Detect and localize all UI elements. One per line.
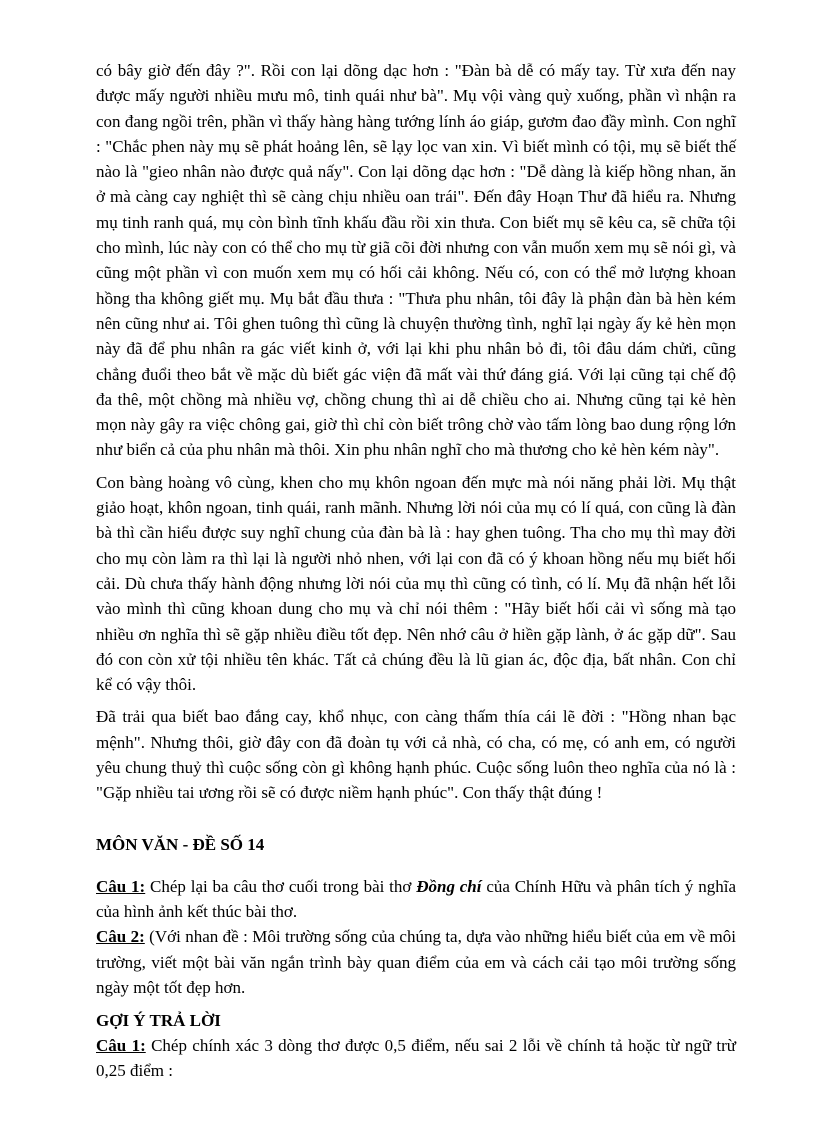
answer-1-text: Chép chính xác 3 dòng thơ được 0,5 điểm, nếu sai 2 lỗi về chính tả hoặc từ ngữ trừ 0,25 điểm : xyxy=(96,1036,736,1081)
question-1-work-title: Đồng chí xyxy=(416,876,482,896)
question-2-text: (Với nhan đề : Môi trường sống của chúng ta, dựa vào những hiểu biết của em về môi trường, viết một bài văn ngắn trình bày quan điểm của em và cách cải tạo môi trường sống ngày một tốt đẹp hơn. xyxy=(96,927,736,997)
question-1-text-after: của Chính Hữu và phân tích ý nghĩa của hình ảnh kết thúc bài thơ. xyxy=(96,876,737,921)
question-2 xyxy=(96,924,736,1000)
story-paragraph-2: Con bàng hoàng vô cùng, khen cho mụ khôn ngoan đến mực mà nói năng phải lời. Mụ thật giảo hoạt, khôn ngoan, tinh quái, ranh mãnh. Nhưng lời nói của mụ có lí quá, con cũng là đàn bà thì cần hiểu được suy nghĩ chung của đàn bà là : hay ghen tuông. Tha cho mụ thì may đời cho mụ còn làm ra thì lại là người nhỏ nhen, với lại con đã có ý khoan hồng nếu mụ biết hối cải. Dù chưa thấy hành động nhưng lời nói của mụ thì cũng có tình, có lí. Mụ đã nhận hết lỗi vào mình thì cũng khoan dung cho mụ và chỉ nói thêm : "Hãy biết hối cải vì sống mà tạo nhiều ơn nghĩa thì sẽ gặp nhiều điều tốt đẹp. Nên nhớ câu ở hiền gặp lành, ở ác gặp dữ". Sau đó con còn xử tội nhiều tên khác. Tất cả chúng đều là lũ gian ác, độc địa, bất nhân. Con chỉ kể có vậy thôi. xyxy=(96,472,736,695)
story-paragraph-1: có bây giờ đến đây ?". Rồi con lại dõng dạc hơn : "Đàn bà dễ có mấy tay. Từ xưa đến nay được mấy người nhiều mưu mô, tinh quái như bà". Mụ vội vàng quỳ xuống, phần vì nhận ra con đang ngồi trên, phần vì thấy hàng hàng tướng lính áo giáp, gươm đao đầy mình. Con nghĩ : "Chắc phen này mụ sẽ phát hoảng lên, sẽ lạy lọc van xin. Vì biết mình có tội, mụ sẽ biết thế nào là "gieo nhân nào được quả nấy". Con lại dõng dạc hơn : "Dễ dàng là kiếp hồng nhan, ăn ở mà càng cay nghiệt thì sẽ càng chịu nhiều oan trái". Đến đây Hoạn Thư đã hiểu ra. Nhưng mụ tinh ranh quá, mụ còn bình tĩnh khấu đầu rồi xin thưa. Con biết mụ sẽ kêu ca, sẽ chữa tội cho mình, lúc này con có thể cho mụ từ giã cõi đời nhưng con vẫn muốn xem mụ sẽ nói gì, và cũng một phần vì con muốn xem mụ có hối cải không. Nếu có, con có thể mở lượng khoan hồng tha không giết mụ. Mụ bắt đầu thưa : "Thưa phu nhân, tôi đây là phận đàn bà hèn kém nên cũng như ai. Tôi ghen tuông thì cũng là chuyện thường tình, nghĩ lại ngày ấy kẻ hèn mọn này đã để phu nhân ra gác viết kinh ở, với lại khi phu nhân bỏ đi, tôi đâu dám chửi, cũng chẳng đuổi theo bắt về mặc dù biết gác viện đã mất vài thứ đáng giá. Với lại cũng tại chế độ đa thê, một chồng mà nhiều vợ, chồng chung thì ai dễ chiều cho ai. Nhưng cũng tại kẻ hèn mọn này gây ra việc chông gai, giờ thì chỉ còn biết trông chờ vào tấm lòng bao dung rộng lớn như biển cả của phu nhân mà thôi. Xin phu nhân nghĩ cho mà thương cho kẻ hèn kém này". xyxy=(96,61,736,460)
answer-1 xyxy=(96,1033,736,1084)
question-2-label: Câu 2: xyxy=(96,927,145,947)
answer-title: GỢI Ý TRẢ LỜI xyxy=(96,1011,221,1031)
question-1-label: Câu 1: xyxy=(96,876,146,896)
section-title: MÔN VĂN - ĐỀ SỐ 14 xyxy=(96,834,265,854)
question-1 xyxy=(96,874,736,925)
questions-block xyxy=(96,874,736,1000)
story-paragraph-3: Đã trải qua biết bao đắng cay, khổ nhục, con càng thấm thía cái lẽ đời : "Hồng nhan bạc mệnh". Nhưng thôi, giờ đây con đã đoàn tụ với cả nhà, có cha, có mẹ, có anh em, có người yêu chung thuỷ thì cuộc sống còn gì không hạnh phúc. Cuộc sống luôn theo nghĩa của nó là : "Gặp nhiều tai ương rồi sẽ có được niềm hạnh phúc". Con thấy thật đúng ! xyxy=(96,707,736,803)
document-page xyxy=(96,58,736,1084)
answer-1-label: Câu 1: xyxy=(96,1036,146,1056)
question-1-text-before: Chép lại ba câu thơ cuối trong bài thơ xyxy=(145,876,417,896)
